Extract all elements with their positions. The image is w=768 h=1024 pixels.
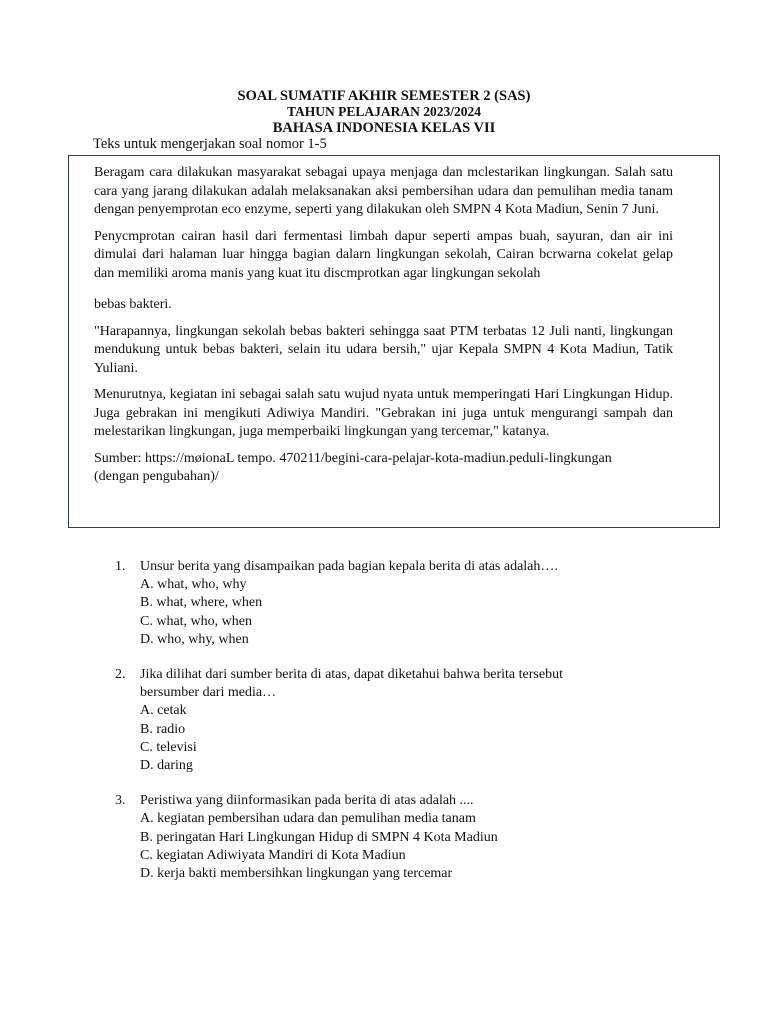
passage-paragraph-1: Beragam cara dilakukan masyarakat sebagai upaya menjaga dan mclestarikan lingkungan. Salah satu cara yang jarang dilakukan adalah melaksanakan aksi pembersihan udara dan pemulihan media tanam dengan penyemprotan eco enzyme, seperti yang dilakukan oleh SMPN 4 Kota Madiun, Senin 7 Juni. bbox=[94, 165, 673, 217]
source-line-1: Sumber: https://møionaL tempo. 470211/begini-cara-pelajar-kota-madiun.peduli-lingkungan bbox=[94, 450, 612, 466]
passage-paragraph-4: "Harapannya, lingkungan sekolah bebas bakteri sehingga saat PTM terbatas 12 Juli nanti, lingkungan mendukung untuk bebas bakteri, selain itu udara bersih," ujar Kepala SMPN 4 Kota Madiun, Tatik Yuliani. bbox=[94, 323, 673, 376]
question-number: 2. bbox=[115, 667, 126, 683]
question-3 bbox=[115, 792, 715, 883]
question-2 bbox=[115, 666, 715, 775]
passage-paragraph-2: Penycmprotan cairan hasil dari fermentasi limbah dapur seperti ampas buah, sayuran, dan air ini dimulai dari halaman luar hingga bagian dalarn lingkungan sekolah, Cairan bcrwarna cokelat gelap dan memiliki aroma manis yang kuat itu discmprotkan agar lingkungan sekolah bbox=[94, 228, 673, 281]
option-d: D. who, why, when bbox=[140, 631, 249, 647]
passage-paragraph-3: bebas bakteri. bbox=[94, 297, 172, 312]
reading-passage-box bbox=[68, 155, 720, 528]
option-c: C. what, who, when bbox=[140, 613, 252, 629]
option-a: A. kegiatan pembersihan udara dan pemulihan media tanam bbox=[140, 811, 476, 827]
option-a: A. what, who, why bbox=[140, 577, 247, 593]
question-text: Jika dilihat dari sumber berita di atas, dapat diketahui bahwa berita tersebut bersumber dari media… bbox=[140, 667, 563, 701]
document-title: SOAL SUMATIF AKHIR SEMESTER 2 (SAS) bbox=[237, 88, 531, 104]
option-d: D. kerja bakti membersihkan lingkungan yang tercemar bbox=[140, 866, 453, 882]
passage-paragraph-5: Menurutnya, kegiatan ini sebagai salah satu wujud nyata untuk memperingati Hari Lingkungan Hidup. Juga gebrakan ini mengikuti Adiwiya Mandiri. "Gebrakan ini juga untuk mengurangi sampah dan melestarikan lingkungan, juga memperbaiki lingkungan yang tercemar," katanya. bbox=[94, 387, 673, 439]
option-b: B. peringatan Hari Lingkungan Hidup di SMPN 4 Kota Madiun bbox=[140, 829, 498, 845]
passage-source bbox=[94, 450, 673, 487]
question-number: 1. bbox=[115, 559, 126, 574]
passage-intro: Teks untuk mengerjakan soal nomor 1-5 bbox=[93, 136, 327, 152]
question-text: Peristiwa yang diinformasikan pada berita di atas adalah .... bbox=[140, 793, 474, 809]
academic-year: TAHUN PELAJARAN 2023/2024 bbox=[286, 104, 481, 119]
option-c: C. televisi bbox=[140, 739, 197, 755]
question-text: Unsur berita yang disampaikan pada bagian kepala berita di atas adalah…. bbox=[140, 559, 558, 574]
question-list bbox=[115, 558, 715, 900]
option-a: A. cetak bbox=[140, 703, 187, 719]
option-c: C. kegiatan Adiwiyata Mandiri di Kota Madiun bbox=[140, 847, 406, 863]
question-number: 3. bbox=[115, 793, 126, 809]
source-line-2: (dengan pengubahan)/ bbox=[94, 469, 219, 484]
option-b: B. radio bbox=[140, 721, 186, 737]
option-d: D. daring bbox=[140, 758, 193, 774]
subject-title: BAHASA INDONESIA KELAS VII bbox=[272, 120, 496, 136]
question-1 bbox=[115, 558, 715, 649]
option-b: B. what, where, when bbox=[140, 595, 263, 611]
